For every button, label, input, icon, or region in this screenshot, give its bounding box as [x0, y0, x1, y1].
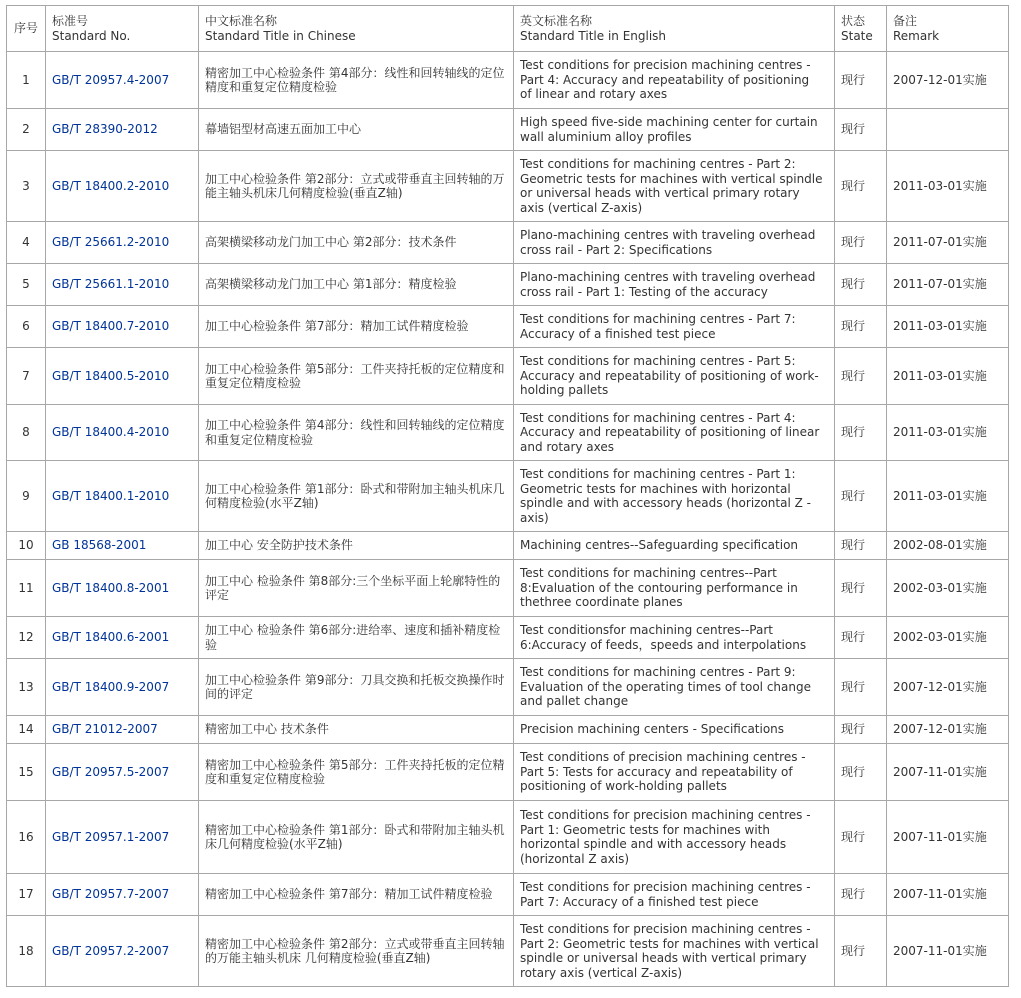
table-row — [7, 151, 1009, 222]
standard-no-link[interactable]: GB/T 28390-2012 — [52, 122, 158, 137]
state-cell: 现行 — [835, 716, 887, 744]
title-english-cell: Precision machining centers - Specifications — [514, 716, 835, 744]
remark-cell: 2011-03-01实施 — [887, 405, 1009, 461]
title-english-cell: Test conditions of precision machining centres - Part 5: Tests for accuracy and repeatability of positioning of work-holding pallets — [514, 744, 835, 801]
row-number: 10 — [7, 532, 46, 560]
row-number: 1 — [7, 52, 46, 109]
remark-cell: 2011-03-01实施 — [887, 461, 1009, 532]
title-chinese-cell: 加工中心检验条件 第4部分：线性和回转轴线的定位精度和重复定位精度检验 — [199, 405, 514, 461]
standard-no-link[interactable]: GB/T 18400.8-2001 — [52, 580, 170, 595]
standard-no-cell — [46, 405, 199, 461]
remark-cell: 2011-03-01实施 — [887, 348, 1009, 405]
header-standard-no-en: Standard No. — [52, 28, 131, 43]
title-chinese-cell: 精密加工中心检验条件 第7部分：精加工试件精度检验 — [199, 874, 514, 916]
remark-cell: 2007-12-01实施 — [887, 659, 1009, 716]
remark-cell: 2002-08-01实施 — [887, 532, 1009, 560]
row-number: 11 — [7, 560, 46, 617]
standard-no-cell — [46, 659, 199, 716]
state-cell: 现行 — [835, 264, 887, 306]
state-cell: 现行 — [835, 874, 887, 916]
table-header-row — [7, 6, 1009, 52]
table-row — [7, 801, 1009, 874]
row-number: 6 — [7, 306, 46, 348]
table-row — [7, 560, 1009, 617]
title-english-cell: High speed five-side machining center for curtain wall aluminium alloy profiles — [514, 109, 835, 151]
standard-no-link[interactable]: GB/T 18400.5-2010 — [52, 368, 170, 383]
standard-no-cell — [46, 151, 199, 222]
table-row — [7, 461, 1009, 532]
remark-cell: 2007-11-01实施 — [887, 744, 1009, 801]
title-chinese-cell: 精密加工中心检验条件 第2部分：立式或带垂直主回转轴的万能主轴头机床 几何精度检验(垂直Z轴) — [199, 916, 514, 987]
header-remark — [887, 6, 1009, 52]
standard-no-link[interactable]: GB/T 20957.5-2007 — [52, 764, 170, 779]
title-english-cell: Test conditions for machining centres--Part 8:Evaluation of the contouring performance in thethree coordinate planes — [514, 560, 835, 617]
title-english-cell: Test conditions for machining centres - Part 7: Accuracy of a finished test piece — [514, 306, 835, 348]
header-state — [835, 6, 887, 52]
state-cell: 现行 — [835, 801, 887, 874]
state-cell: 现行 — [835, 532, 887, 560]
state-cell: 现行 — [835, 916, 887, 987]
title-chinese-cell: 加工中心检验条件 第7部分：精加工试件精度检验 — [199, 306, 514, 348]
header-title-chinese-en: Standard Title in Chinese — [205, 28, 356, 43]
state-cell: 现行 — [835, 348, 887, 405]
title-chinese-cell: 加工中心 安全防护技术条件 — [199, 532, 514, 560]
table-row — [7, 532, 1009, 560]
title-english-cell: Test conditions for precision machining centres - Part 7: Accuracy of a finished test piece — [514, 874, 835, 916]
title-english-cell: Test conditionsfor machining centres--Part 6:Accuracy of feeds，speeds and interpolations — [514, 617, 835, 659]
title-chinese-cell: 高架横梁移动龙门加工中心 第1部分：精度检验 — [199, 264, 514, 306]
state-cell: 现行 — [835, 109, 887, 151]
state-cell: 现行 — [835, 405, 887, 461]
remark-cell: 2011-07-01实施 — [887, 264, 1009, 306]
state-cell: 现行 — [835, 659, 887, 716]
header-state-cn: 状态 — [841, 14, 866, 28]
table-row — [7, 405, 1009, 461]
standard-no-cell — [46, 222, 199, 264]
title-english-cell: Test conditions for machining centres - Part 9: Evaluation of the operating times of tool change and pallet change — [514, 659, 835, 716]
standard-no-link[interactable]: GB/T 18400.7-2010 — [52, 319, 170, 334]
standard-no-cell — [46, 52, 199, 109]
title-english-cell: Test conditions for precision machining centres - Part 2: Geometric tests for machines with vertical spindle or universal heads with vertical primary rotary axis (vertical Z-axis) — [514, 916, 835, 987]
standard-no-cell — [46, 461, 199, 532]
row-number: 17 — [7, 874, 46, 916]
table-row — [7, 109, 1009, 151]
table-row — [7, 52, 1009, 109]
table-row — [7, 744, 1009, 801]
table-row — [7, 264, 1009, 306]
table-row — [7, 659, 1009, 716]
state-cell: 现行 — [835, 744, 887, 801]
row-number: 5 — [7, 264, 46, 306]
remark-cell: 2011-07-01实施 — [887, 222, 1009, 264]
remark-cell: 2007-11-01实施 — [887, 916, 1009, 987]
standard-no-cell — [46, 560, 199, 617]
row-number: 3 — [7, 151, 46, 222]
table-row — [7, 348, 1009, 405]
row-number: 13 — [7, 659, 46, 716]
header-title-chinese-cn: 中文标准名称 — [205, 14, 278, 28]
title-english-cell: Plano-machining centres with traveling overhead cross rail - Part 1: Testing of the accuracy — [514, 264, 835, 306]
state-cell: 现行 — [835, 560, 887, 617]
remark-cell: 2007-12-01实施 — [887, 52, 1009, 109]
title-english-cell: Test conditions for machining centres - Part 1: Geometric tests for machines with horizontal spindle and with accessory heads (horizontal Z - axis) — [514, 461, 835, 532]
header-remark-cn: 备注 — [893, 14, 918, 28]
title-chinese-cell: 加工中心 检验条件 第8部分:三个坐标平面上轮廓特性的评定 — [199, 560, 514, 617]
remark-cell: 2007-12-01实施 — [887, 716, 1009, 744]
state-cell: 现行 — [835, 617, 887, 659]
title-english-cell: Test conditions for machining centres - Part 5: Accuracy and repeatability of positioning of work-holding pallets — [514, 348, 835, 405]
standard-no-cell — [46, 801, 199, 874]
table-row — [7, 916, 1009, 987]
row-number: 2 — [7, 109, 46, 151]
row-number: 8 — [7, 405, 46, 461]
title-english-cell: Test conditions for machining centres - Part 2: Geometric tests for machines with vertical spindle or universal heads with vertical primary rotary axis (vertical Z-axis) — [514, 151, 835, 222]
row-number: 18 — [7, 916, 46, 987]
title-chinese-cell: 精密加工中心检验条件 第4部分：线性和回转轴线的定位精度和重复定位精度检验 — [199, 52, 514, 109]
header-title-english-cn: 英文标准名称 — [520, 14, 593, 28]
remark-cell: 2011-03-01实施 — [887, 151, 1009, 222]
standard-no-link[interactable]: GB/T 18400.1-2010 — [52, 488, 170, 503]
standard-no-cell — [46, 716, 199, 744]
header-no-label: 序号 — [13, 21, 38, 36]
standard-no-cell — [46, 306, 199, 348]
header-standard-no — [46, 6, 199, 52]
remark-cell — [887, 109, 1009, 151]
row-number: 7 — [7, 348, 46, 405]
title-chinese-cell: 加工中心 检验条件 第6部分:进给率、速度和插补精度检验 — [199, 617, 514, 659]
header-remark-en: Remark — [893, 28, 940, 43]
standard-no-link[interactable]: GB/T 18400.6-2001 — [52, 630, 170, 645]
title-chinese-cell: 精密加工中心 技术条件 — [199, 716, 514, 744]
standard-no-link[interactable]: GB/T 25661.2-2010 — [52, 235, 170, 250]
state-cell: 现行 — [835, 461, 887, 532]
standard-no-cell — [46, 617, 199, 659]
row-number: 12 — [7, 617, 46, 659]
standard-no-cell — [46, 874, 199, 916]
remark-cell: 2007-11-01实施 — [887, 874, 1009, 916]
standard-no-cell — [46, 744, 199, 801]
row-number: 4 — [7, 222, 46, 264]
remark-cell: 2002-03-01实施 — [887, 560, 1009, 617]
remark-cell: 2011-03-01实施 — [887, 306, 1009, 348]
standard-no-cell — [46, 264, 199, 306]
standard-no-link[interactable]: GB/T 18400.9-2007 — [52, 679, 170, 694]
standard-no-cell — [46, 532, 199, 560]
title-chinese-cell: 幕墙铝型材高速五面加工中心 — [199, 109, 514, 151]
title-english-cell: Test conditions for precision machining centres - Part 4: Accuracy and repeatability of positioning of linear and rotary axes — [514, 52, 835, 109]
row-number: 15 — [7, 744, 46, 801]
title-english-cell: Test conditions for precision machining centres - Part 1: Geometric tests for machines with horizontal spindle and with accessory heads (horizontal Z axis) — [514, 801, 835, 874]
table-row — [7, 716, 1009, 744]
header-no — [7, 6, 46, 52]
header-title-english — [514, 6, 835, 52]
standard-no-link[interactable]: GB/T 20957.2-2007 — [52, 943, 170, 958]
standard-no-cell — [46, 916, 199, 987]
standard-no-link[interactable]: GB/T 20957.7-2007 — [52, 887, 170, 902]
standards-table — [6, 5, 1009, 987]
title-chinese-cell: 加工中心检验条件 第2部分：立式或带垂直主回转轴的万能主轴头机床几何精度检验(垂直Z轴) — [199, 151, 514, 222]
header-state-en: State — [841, 28, 873, 43]
table-row — [7, 874, 1009, 916]
standard-no-link[interactable]: GB 18568-2001 — [52, 538, 147, 553]
standard-no-cell — [46, 348, 199, 405]
standard-no-link[interactable]: GB/T 18400.2-2010 — [52, 178, 170, 193]
row-number: 14 — [7, 716, 46, 744]
standards-table-container — [6, 5, 1008, 987]
header-standard-no-cn: 标准号 — [52, 14, 89, 28]
state-cell: 现行 — [835, 306, 887, 348]
remark-cell: 2007-11-01实施 — [887, 801, 1009, 874]
title-english-cell: Machining centres--Safeguarding specification — [514, 532, 835, 560]
standard-no-link[interactable]: GB/T 20957.4-2007 — [52, 72, 170, 87]
table-row — [7, 617, 1009, 659]
header-title-english-en: Standard Title in English — [520, 28, 667, 43]
state-cell: 现行 — [835, 52, 887, 109]
standard-no-cell — [46, 109, 199, 151]
title-chinese-cell: 加工中心检验条件 第1部分：卧式和带附加主轴头机床几何精度检验(水平Z轴) — [199, 461, 514, 532]
table-row — [7, 306, 1009, 348]
standard-no-link[interactable]: GB/T 21012-2007 — [52, 722, 158, 737]
title-chinese-cell: 高架横梁移动龙门加工中心 第2部分：技术条件 — [199, 222, 514, 264]
title-chinese-cell: 精密加工中心检验条件 第5部分：工件夹持托板的定位精度和重复定位精度检验 — [199, 744, 514, 801]
title-chinese-cell: 加工中心检验条件 第9部分：刀具交换和托板交换操作时间的评定 — [199, 659, 514, 716]
state-cell: 现行 — [835, 151, 887, 222]
title-english-cell: Plano-machining centres with traveling overhead cross rail - Part 2: Specifications — [514, 222, 835, 264]
title-chinese-cell: 加工中心检验条件 第5部分：工件夹持托板的定位精度和重复定位精度检验 — [199, 348, 514, 405]
title-english-cell: Test conditions for machining centres - Part 4: Accuracy and repeatability of positioning of linear and rotary axes — [514, 405, 835, 461]
table-row — [7, 222, 1009, 264]
standard-no-link[interactable]: GB/T 18400.4-2010 — [52, 425, 170, 440]
state-cell: 现行 — [835, 222, 887, 264]
remark-cell: 2002-03-01实施 — [887, 617, 1009, 659]
standard-no-link[interactable]: GB/T 20957.1-2007 — [52, 829, 170, 844]
standard-no-link[interactable]: GB/T 25661.1-2010 — [52, 277, 170, 292]
title-chinese-cell: 精密加工中心检验条件 第1部分：卧式和带附加主轴头机床几何精度检验(水平Z轴) — [199, 801, 514, 874]
row-number: 16 — [7, 801, 46, 874]
row-number: 9 — [7, 461, 46, 532]
header-title-chinese — [199, 6, 514, 52]
